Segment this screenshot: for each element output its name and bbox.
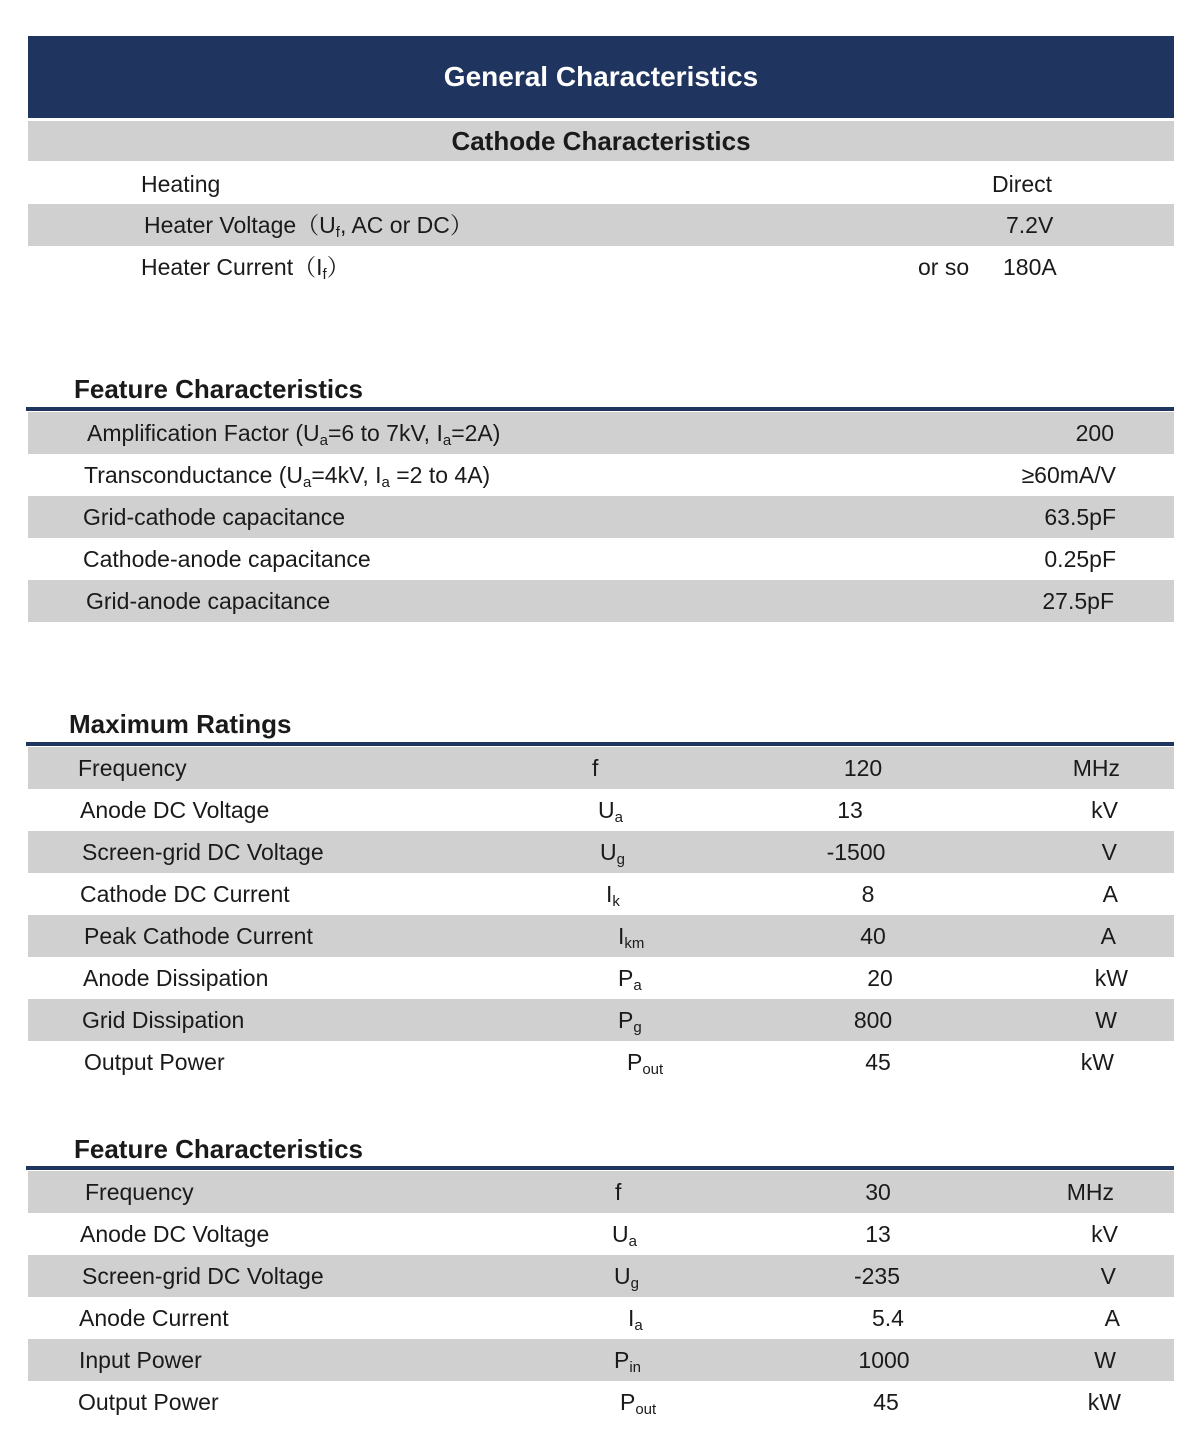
row-unit: kW [1087,1389,1121,1415]
row-symbol: $I_a$ [628,1305,643,1334]
row-value: 40 [860,923,886,949]
table-row [28,1255,1174,1297]
table-row [28,1213,1174,1255]
row-prefix: or so [918,254,970,280]
row-value: 45 [865,1049,891,1075]
row-value: 120 [843,755,883,781]
row-value: 63.5pF [1044,504,1116,530]
section-divider [26,742,1174,746]
row-label: Screen-grid DC Voltage [82,839,324,865]
row-value: ≥60mA/V [1021,462,1116,488]
row-label: Grid-anode capacitance [86,588,331,614]
row-unit: W [1095,1007,1117,1033]
row-label: Output Power [78,1389,219,1415]
table-row [28,1339,1174,1381]
row-label: Frequency [85,1179,194,1205]
row-value: 200 [1075,420,1114,446]
row-symbol: $P_{out}$ [627,1049,664,1078]
table-row [28,1297,1174,1339]
row-unit: kW [1080,1049,1114,1075]
row-symbol: $P_{in}$ [614,1347,642,1376]
row-label: Anode Dissipation [83,965,269,991]
row-label: Frequency [78,755,187,781]
row-value: 45 [873,1389,899,1415]
row-value: Direct [992,171,1053,197]
row-value: 7.2V [1006,212,1054,238]
row-value: 30 [865,1179,891,1205]
table-row [28,789,1174,831]
row-label: Transconductance ($U_a=4kV$, $I_a =2$ to 4A) [84,462,491,491]
row-value: 0.25pF [1044,546,1116,572]
table-row [28,204,1174,246]
table-row [28,1041,1174,1083]
row-label: Cathode DC Current [80,881,290,907]
row-label: Anode Current [79,1305,229,1331]
row-label: Output Power [84,1049,225,1075]
row-unit: A [1102,881,1118,907]
row-symbol: $U_a$ [598,797,623,826]
table-row [28,873,1174,915]
section-divider [26,407,1174,411]
table-row [28,538,1174,580]
row-symbol: f [592,755,599,781]
row-value: 1000 [858,1347,910,1373]
feature-section-title: Feature Characteristics [74,374,364,404]
cathode-section-title: Cathode Characteristics [28,121,1174,161]
row-value: 20 [867,965,893,991]
table-row [28,747,1174,789]
page-title: General Characteristics [28,36,1174,118]
row-value: -1500 [826,839,886,865]
table-row [28,496,1174,538]
table-row [28,454,1174,496]
table-row [28,246,1174,288]
row-unit: A [1104,1305,1120,1331]
row-label: Amplification Factor ($U_a=6$ to 7kV, $I_a=2A$) [87,420,501,449]
row-label: Grid Dissipation [82,1007,245,1033]
row-label: Heating [141,171,221,197]
row-value: 13 [837,797,863,823]
row-value: 800 [853,1007,893,1033]
row-label: Heater $Current(I_f)$ [141,254,350,283]
row-unit: kV [1091,797,1118,823]
row-value: 5.4 [872,1305,904,1331]
table-row [28,1171,1174,1213]
row-unit: V [1100,1263,1116,1289]
table-row [28,412,1174,454]
table-row [28,163,1174,205]
row-symbol: $P_g$ [618,1007,642,1036]
row-label: Input Power [79,1347,202,1373]
row-symbol: $U_g$ [600,839,625,868]
row-value: 8 [861,881,875,907]
row-unit: kV [1091,1221,1118,1247]
row-symbol: $P_{out}$ [620,1389,657,1418]
row-label: Grid-cathode capacitance [83,504,346,530]
row-unit: MHz [1072,755,1120,781]
row-label: Cathode-anode capacitance [83,546,371,572]
row-symbol: $I_k$ [606,881,620,910]
section-divider [26,1166,1174,1170]
row-value: 13 [865,1221,891,1247]
row-label: Anode DC Voltage [80,797,270,823]
row-label: Heater $Voltage(U_f$, AC or DC） [144,212,473,241]
row-symbol: f [615,1179,622,1205]
table-row [28,999,1174,1041]
row-symbol: $P_a$ [618,965,642,994]
row-symbol: $U_a$ [612,1221,637,1250]
row-unit: A [1100,923,1116,949]
row-value: 27.5pF [1042,588,1114,614]
row-unit: V [1101,839,1117,865]
table-row [28,580,1174,622]
max-ratings-title: Maximum Ratings [69,709,292,739]
row-unit: kW [1094,965,1128,991]
row-unit: W [1094,1347,1116,1373]
feature-section-title-2: Feature Characteristics [74,1134,364,1164]
table-row [28,1381,1174,1423]
row-value: -235 [853,1263,901,1289]
row-symbol: $U_g$ [614,1263,639,1292]
table-row [28,915,1174,957]
row-label: Anode DC Voltage [80,1221,270,1247]
row-symbol: $I_{km}$ [618,923,645,952]
table-row [28,831,1174,873]
row-value: 180A [1003,254,1057,280]
table-row [28,957,1174,999]
row-label: Screen-grid DC Voltage [82,1263,324,1289]
row-label: Peak Cathode Current [84,923,313,949]
row-unit: MHz [1066,1179,1114,1205]
